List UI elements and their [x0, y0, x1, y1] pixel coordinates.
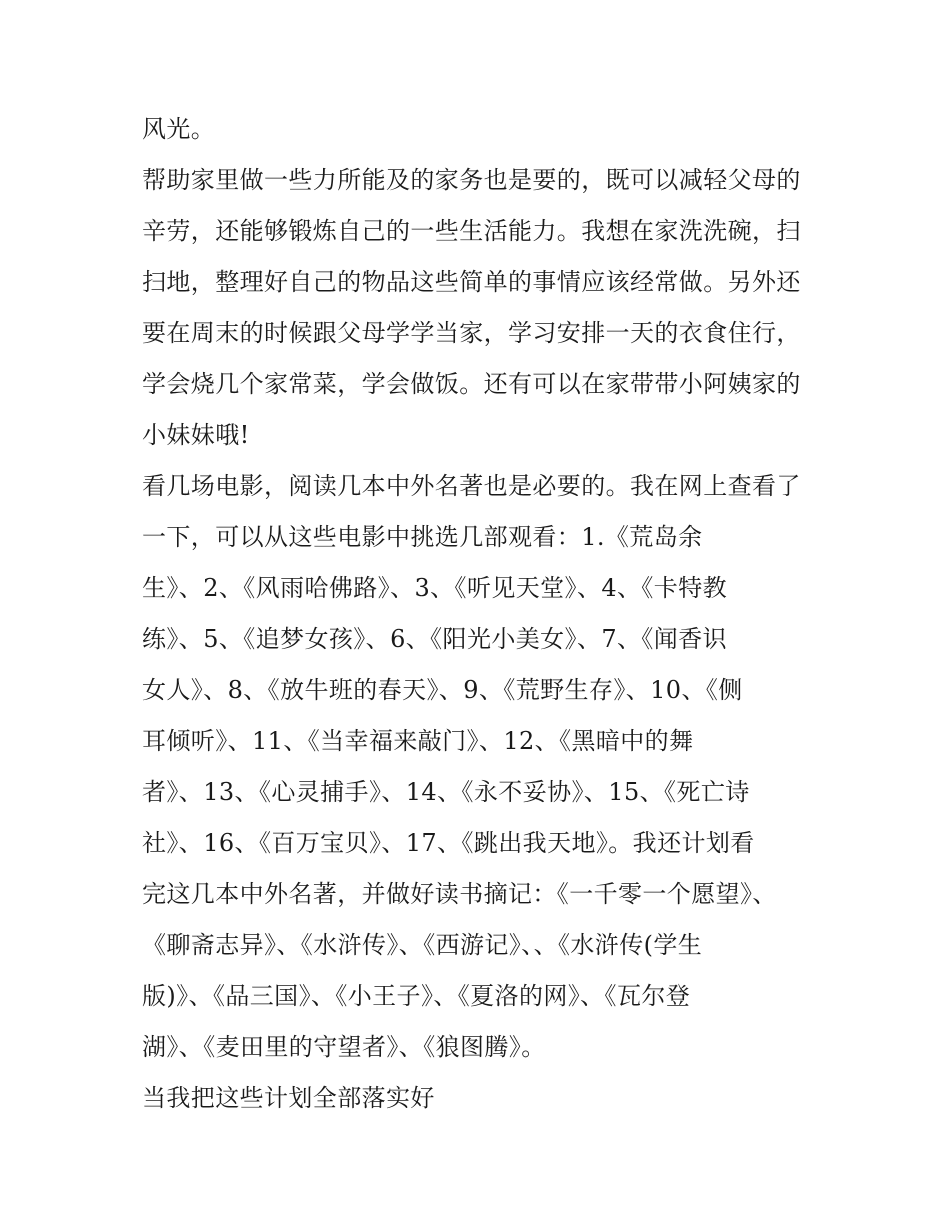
- text-line: 《聊斋志异》、《水浒传》、《西游记》、、《水浒传(学生: [142, 931, 703, 959]
- text-line: 风光。: [142, 115, 216, 143]
- text-line: 湖》、《麦田里的守望者》、《狼图腾》。: [142, 1033, 546, 1061]
- body-text: [142, 104, 822, 1124]
- text-line: 小妹妹哦!: [142, 421, 250, 449]
- text-line: 扫地，整理好自己的物品这些简单的事情应该经常做。另外还: [142, 268, 801, 296]
- text-line: 练》、5、《追梦女孩》、6、《阳光小美女》、7、《闻香识: [142, 625, 728, 653]
- text-line: 学会烧几个家常菜，学会做饭。还有可以在家带带小阿姨家的: [142, 370, 801, 398]
- text-line: 生》、2、《风雨哈佛路》、3、《听见天堂》、4、《卡特教: [142, 574, 728, 602]
- text-line: 看几场电影，阅读几本中外名著也是必要的。我在网上查看了: [142, 472, 801, 500]
- text-line: 要在周末的时候跟父母学学当家，学习安排一天的衣食住行，: [142, 319, 801, 347]
- text-line: 帮助家里做一些力所能及的家务也是要的，既可以减轻父母的: [142, 166, 801, 194]
- text-line: 完这几本中外名著，并做好读书摘记：《一千零一个愿望》、: [142, 880, 777, 908]
- text-line: 当我把这些计划全部落实好: [142, 1084, 435, 1112]
- text-line: 一下，可以从这些电影中挑选几部观看：1.《荒岛余: [142, 523, 703, 551]
- text-line: 女人》、8、《放牛班的春天》、9、《荒野生存》、10、《侧: [142, 676, 743, 704]
- text-line: 版)》、《品三国》、《小王子》、《夏洛的网》、《瓦尔登: [142, 982, 691, 1010]
- text-line: 耳倾听》、11、《当幸福来敲门》、12、《黑暗中的舞: [142, 727, 694, 755]
- text-line: 社》、16、《百万宝贝》、17、《跳出我天地》。我还计划看: [142, 829, 755, 857]
- text-line: 者》、13、《心灵捕手》、14、《永不妥协》、15、《死亡诗: [142, 778, 750, 806]
- text-line: 辛劳，还能够锻炼自己的一些生活能力。我想在家洗洗碗，扫: [142, 217, 801, 245]
